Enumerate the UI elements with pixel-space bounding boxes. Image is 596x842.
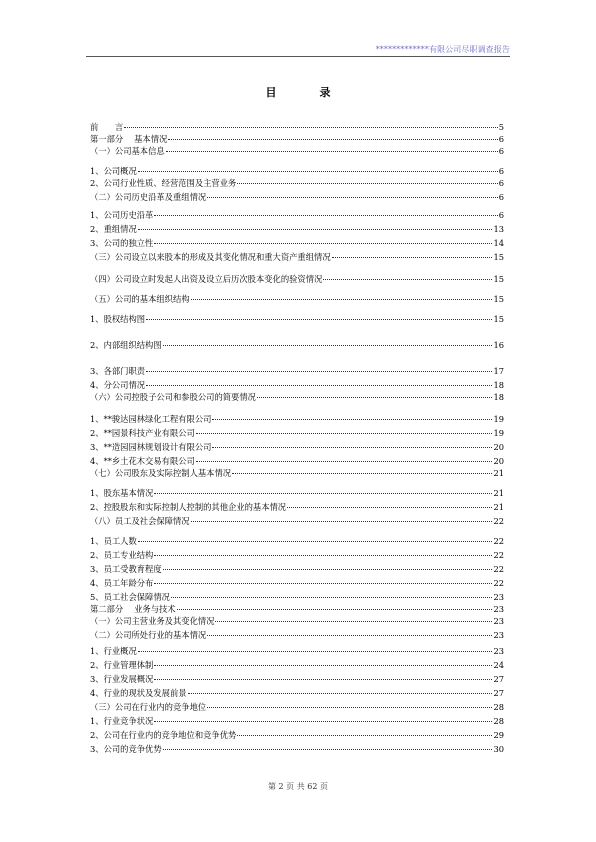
toc-leader-dots [196,433,493,434]
toc-entry[interactable] [90,744,504,754]
toc-entry-label: 3、公司的竞争优势 [90,744,162,754]
toc-entry-page: 21 [493,502,504,512]
toc-leader-dots [212,419,492,420]
toc-leader-dots [166,151,498,152]
toc-entry-label: 2、公司行业性质、经营范围及主营业务 [90,178,237,188]
toc-entry[interactable] [90,488,504,498]
toc-entry-label: （六）公司控股子公司和参股公司的简要情况 [90,392,256,402]
toc-leader-dots [138,171,498,172]
toc-entry-page: 21 [493,468,504,478]
toc-entry[interactable] [90,702,504,712]
toc-entry-page: 6 [498,146,504,156]
toc-entry-label: 2、行业管理体制 [90,660,154,670]
toc-leader-dots [154,679,492,680]
toc-entry-label: 2、员工专业结构 [90,550,154,560]
toc-entry-label: 4、员工年龄分布 [90,578,154,588]
toc-entry-page: 22 [493,516,504,526]
toc-leader-dots [163,569,493,570]
toc-leader-dots [257,397,492,398]
toc-entry-label: （三）公司设立以来股本的形成及其变化情况和重大资产重组情况 [90,252,331,262]
toc-leader-dots [168,139,497,140]
toc-entry-page: 17 [493,366,504,376]
toc-entry[interactable] [90,340,504,350]
toc-entry[interactable] [90,550,504,560]
toc-entry[interactable] [90,192,504,202]
toc-entry-label: 1、股权结构图 [90,314,146,324]
toc-entry-page: 15 [493,314,504,324]
toc-entry[interactable] [90,516,504,526]
toc-entry-page: 22 [493,536,504,546]
toc-entry[interactable] [90,274,504,284]
toc-leader-dots [124,127,498,128]
toc-entry-page: 6 [498,192,504,202]
toc-leader-dots [146,371,492,372]
toc-entry[interactable] [90,294,504,304]
toc-entry-label: （四）公司设立时发起人出资及设立后历次股本变化的验资情况 [90,274,323,284]
toc-leader-dots [163,345,493,346]
toc-leader-dots [188,693,493,694]
toc-entry-page: 23 [493,592,504,602]
toc-title: 目 录 [265,86,347,99]
toc-leader-dots [332,257,493,258]
toc-entry[interactable] [90,224,504,234]
toc-entry[interactable] [90,688,504,698]
toc-entry[interactable] [90,578,504,588]
toc-entry-page: 23 [493,616,504,626]
toc-entry-page: 6 [498,134,504,144]
toc-leader-dots [154,493,492,494]
toc-entry[interactable] [90,616,504,626]
toc-entry-page: 13 [493,224,504,234]
toc-entry-page: 24 [493,660,504,670]
toc-entry-page: 20 [493,442,504,452]
toc-leader-dots [191,521,493,522]
toc-entry-label: 1、公司历史沿革 [90,210,154,220]
toc-entry-label: 1、行业概况 [90,646,137,656]
toc-entry[interactable] [90,178,504,188]
toc-entry[interactable] [90,366,504,376]
toc-leader-dots [215,621,492,622]
toc-leader-dots [154,665,492,666]
toc-entry-page: 27 [493,674,504,684]
toc-entry-page: 28 [493,702,504,712]
toc-leader-dots [138,229,493,230]
toc-leader-dots [207,635,492,636]
toc-leader-dots [232,473,492,474]
toc-entry-page: 22 [493,550,504,560]
toc-leader-dots [237,735,492,736]
toc-entry[interactable] [90,210,504,220]
toc-leader-dots [196,461,493,462]
toc-entry[interactable] [90,122,504,132]
toc-leader-dots [207,707,492,708]
toc-entry[interactable] [90,134,504,144]
toc-leader-dots [154,243,492,244]
toc-entry-label: （一）公司主营业务及其变化情况 [90,616,215,626]
toc-leader-dots [154,721,492,722]
toc-entry-page: 18 [493,392,504,402]
toc-entry-label: 3、员工受教育程度 [90,564,162,574]
toc-entry[interactable] [90,252,504,262]
toc-entry-page: 21 [493,488,504,498]
toc-entry[interactable] [90,238,504,248]
toc-entry-label: 1、股东基本情况 [90,488,154,498]
header-rule [86,56,510,57]
toc-entry-page: 20 [493,456,504,466]
toc-entry-page: 6 [498,178,504,188]
toc-leader-dots [207,197,498,198]
toc-entry-label: （一）公司基本信息 [90,146,165,156]
toc-entry-label: 2、内部组织结构图 [90,340,162,350]
toc-entry-label: 第二部分 业务与技术 [90,604,176,614]
toc-leader-dots [237,183,497,184]
toc-entry[interactable] [90,428,504,438]
toc-entry[interactable] [90,604,504,614]
toc-entry[interactable] [90,730,504,740]
toc-entry[interactable] [90,414,504,424]
toc-entry[interactable] [90,468,504,478]
toc-entry-label: 3、各部门职责 [90,366,146,376]
toc-entry[interactable] [90,392,504,402]
toc-entry-page: 29 [493,730,504,740]
toc-entry-page: 5 [498,122,504,132]
toc-entry-label: 3、行业发展概况 [90,674,154,684]
toc-entry-page: 22 [493,564,504,574]
toc-entry[interactable] [90,442,504,452]
toc-entry-page: 27 [493,688,504,698]
toc-entry-label: 2、控股股东和实际控制人控制的其他企业的基本情况 [90,502,287,512]
toc-entry[interactable] [90,380,504,390]
toc-entry[interactable] [90,502,504,512]
toc-entry[interactable] [90,660,504,670]
toc-leader-dots [323,279,492,280]
toc-entry-page: 15 [493,274,504,284]
toc-entry-page: 15 [493,294,504,304]
toc-entry-label: 第一部分 基本情况 [90,134,168,144]
toc-leader-dots [287,507,492,508]
toc-entry[interactable] [90,536,504,546]
toc-entry-page: 19 [493,428,504,438]
toc-leader-dots [212,447,492,448]
toc-entry[interactable] [90,592,504,602]
toc-entry-label: 4、分公司情况 [90,380,146,390]
toc-entry[interactable] [90,166,504,176]
toc-entry-label: 2、**园景科技产业有限公司 [90,428,195,438]
toc-entry[interactable] [90,314,504,324]
toc-entry[interactable] [90,146,504,156]
toc-entry-page: 30 [493,744,504,754]
toc-entry[interactable] [90,456,504,466]
toc-leader-dots [154,215,497,216]
toc-entry-label: 2、重组情况 [90,224,137,234]
toc-entry-label: 2、公司在行业内的竞争地位和竞争优势 [90,730,237,740]
toc-leader-dots [163,749,493,750]
toc-entry-label: 4、行业的现状及发展前景 [90,688,187,698]
toc-entry-label: 3、公司的独立性 [90,238,154,248]
toc-entry-label: （五）公司的基本组织结构 [90,294,190,304]
toc-leader-dots [138,541,493,542]
toc-entry-label: （八）员工及社会保障情况 [90,516,190,526]
toc-entry-label: （三）公司在行业内的竞争地位 [90,702,207,712]
toc-entry-page: 28 [493,716,504,726]
toc-entry[interactable] [90,674,504,684]
toc-entry-label: 1、**骏达园林绿化工程有限公司 [90,414,212,424]
toc-entry-label: 4、**乡土花木交易有限公司 [90,456,195,466]
toc-leader-dots [191,299,493,300]
toc-entry-page: 6 [498,166,504,176]
toc-leader-dots [177,609,493,610]
toc-entry-label: 前 言 [90,122,124,132]
toc-entry-page: 23 [493,630,504,640]
toc-entry-label: 1、公司概况 [90,166,137,176]
toc-leader-dots [146,319,492,320]
toc-entry-label: 5、员工社会保障情况 [90,592,170,602]
toc-entry[interactable] [90,716,504,726]
toc-leader-dots [171,597,492,598]
toc-leader-dots [154,555,492,556]
toc-entry-label: （二）公司历史沿革及重组情况 [90,192,207,202]
toc-entry-page: 23 [493,604,504,614]
toc-entry[interactable] [90,646,504,656]
toc-leader-dots [154,583,492,584]
toc-entry-label: 1、员工人数 [90,536,137,546]
toc-entry-label: 1、行业竞争状况 [90,716,154,726]
page-footer: 第 2 页 共 62 页 [268,782,328,791]
page-header-text: *************有限公司尽职调查报告 [375,45,510,54]
toc-entry-page: 6 [498,210,504,220]
toc-entry-page: 23 [493,646,504,656]
toc-leader-dots [138,651,493,652]
toc-entry-page: 14 [493,238,504,248]
toc-entry[interactable] [90,564,504,574]
toc-entry-label: 3、**造园园林规划设计有限公司 [90,442,212,452]
toc-entry[interactable] [90,630,504,640]
toc-entry-page: 18 [493,380,504,390]
toc-entry-label: （七）公司股东及实际控制人基本情况 [90,468,232,478]
toc-entry-page: 16 [493,340,504,350]
toc-leader-dots [146,385,492,386]
toc-entry-page: 22 [493,578,504,588]
toc-entry-page: 15 [493,252,504,262]
toc-entry-page: 19 [493,414,504,424]
toc-entry-label: （二）公司所处行业的基本情况 [90,630,207,640]
